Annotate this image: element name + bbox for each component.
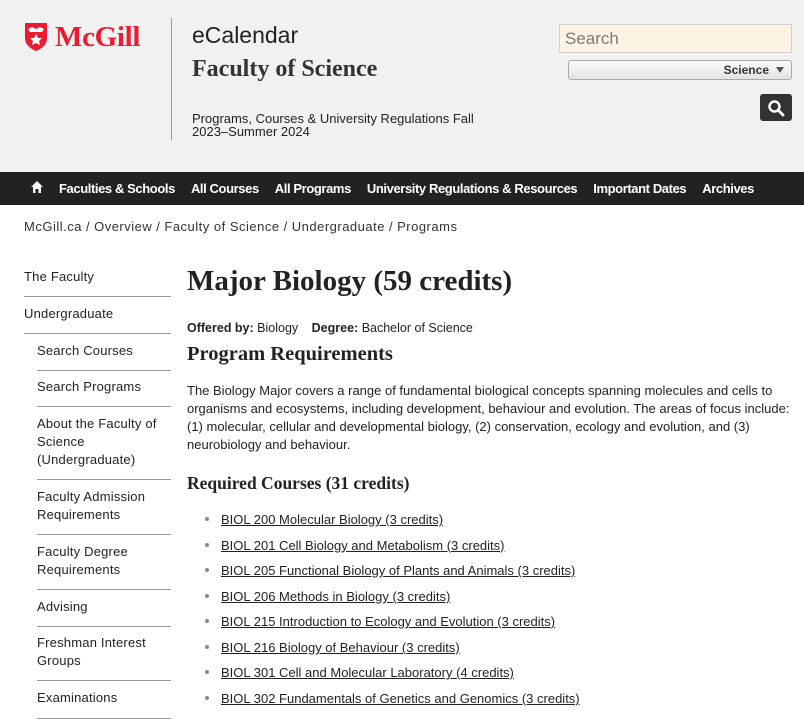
list-item <box>205 589 450 604</box>
offered-by-value: Biology <box>257 321 299 335</box>
sidebar-item-freshman-interest-groups[interactable]: Freshman Interest Groups <box>37 634 171 681</box>
course-link-biol-206[interactable]: BIOL 206 Methods in Biology (3 credits) <box>221 589 451 604</box>
list-item <box>205 538 504 553</box>
breadcrumb-separator: / <box>156 219 161 234</box>
program-requirements-heading: Program Requirements <box>187 343 393 365</box>
course-link-biol-205[interactable]: BIOL 205 Functional Biology of Plants and Animals (3 credits) <box>221 563 576 578</box>
calendar-period: Programs, Courses & University Regulations Fall 2023–Summer 2024 <box>192 111 474 139</box>
list-item <box>205 665 514 680</box>
degree-label: Degree: <box>311 321 359 335</box>
breadcrumb-separator: / <box>388 219 394 234</box>
course-link-biol-216[interactable]: BIOL 216 Biology of Behaviour (3 credits) <box>221 640 460 655</box>
faculty-title[interactable]: Faculty of Science <box>192 56 378 82</box>
breadcrumb-faculty-of-science[interactable]: Faculty of Science <box>164 219 280 234</box>
bullet-icon <box>205 517 209 521</box>
breadcrumb <box>24 219 457 234</box>
sidebar-item-about-faculty[interactable]: About the Faculty of Science (Undergraduate) <box>37 415 171 480</box>
list-item <box>205 614 555 629</box>
search-input[interactable] <box>559 24 792 53</box>
breadcrumb-mcgill[interactable]: McGill.ca <box>24 219 82 234</box>
bullet-icon <box>205 670 209 674</box>
site-header <box>0 0 804 172</box>
home-icon[interactable] <box>30 180 44 194</box>
search-button[interactable] <box>760 94 792 121</box>
course-link-biol-302[interactable]: BIOL 302 Fundamentals of Genetics and Genomics (3 credits) <box>221 691 580 706</box>
breadcrumb-separator: / <box>283 219 288 234</box>
sidebar-item-search-courses[interactable]: Search Courses <box>37 342 171 371</box>
program-description: The Biology Major covers a range of fundamental biological concepts spanning molecules and cells to organisms and ecosystems, including development, behaviour and evolution. The areas of focus include: (1) molecular, cellular and developmental biology, (2) conservation, ecology and evolution, and (3) neurobiology and behaviour. <box>187 383 790 452</box>
required-courses-heading: Required Courses (31 credits) <box>187 473 410 493</box>
sidebar-item-the-faculty[interactable]: The Faculty <box>24 261 171 297</box>
bullet-icon <box>205 619 209 623</box>
logo-text: McGill <box>55 21 141 53</box>
bullet-icon <box>205 696 209 700</box>
page-title: Major Biology (59 credits) <box>187 265 513 297</box>
sidebar-item-admission-requirements[interactable]: Faculty Admission Requirements <box>37 488 171 535</box>
search-icon <box>767 99 785 117</box>
site-title[interactable]: eCalendar <box>192 22 299 48</box>
breadcrumb-programs[interactable]: Programs <box>397 219 458 234</box>
mcgill-crest-icon <box>24 22 48 52</box>
nav-all-programs[interactable]: All Programs <box>274 181 351 196</box>
course-link-biol-200[interactable]: BIOL 200 Molecular Biology (3 credits) <box>221 512 444 527</box>
bullet-icon <box>205 594 209 598</box>
course-link-biol-201[interactable]: BIOL 201 Cell Biology and Metabolism (3 credits) <box>221 537 505 553</box>
search-scope-value: Science <box>723 63 769 77</box>
list-item <box>205 640 460 655</box>
list-item <box>205 563 575 578</box>
list-item <box>205 691 580 706</box>
header-divider <box>171 18 172 140</box>
sidebar-item-degree-requirements[interactable]: Faculty Degree Requirements <box>37 543 171 590</box>
bullet-icon <box>205 645 209 649</box>
mcgill-logo[interactable] <box>24 21 140 53</box>
sidebar-item-search-programs[interactable]: Search Programs <box>37 378 171 407</box>
search-scope-select[interactable] <box>568 60 792 80</box>
nav-faculties-schools[interactable]: Faculties & Schools <box>59 181 175 196</box>
breadcrumb-separator: / <box>85 219 91 234</box>
breadcrumb-overview[interactable]: Overview <box>94 219 153 234</box>
nav-university-regulations[interactable]: University Regulations & Resources <box>366 181 578 196</box>
list-item <box>205 512 443 527</box>
course-link-biol-301[interactable]: BIOL 301 Cell and Molecular Laboratory (4 credits) <box>221 665 514 680</box>
breadcrumb-undergraduate[interactable]: Undergraduate <box>291 219 385 234</box>
degree-value: Bachelor of Science <box>361 321 473 335</box>
sidebar-item-examinations[interactable]: Examinations <box>37 689 171 719</box>
course-link-biol-215[interactable]: BIOL 215 Introduction to Ecology and Evolution (3 credits) <box>221 614 556 629</box>
bullet-icon <box>205 543 209 547</box>
bullet-icon <box>205 568 209 572</box>
nav-important-dates[interactable]: Important Dates <box>593 181 687 196</box>
offered-by-label: Offered by: <box>187 321 254 335</box>
sidebar-item-advising[interactable]: Advising <box>37 598 171 627</box>
program-meta <box>187 321 473 335</box>
sidebar-item-undergraduate[interactable]: Undergraduate <box>24 298 171 334</box>
chevron-down-icon <box>776 67 784 73</box>
nav-archives[interactable]: Archives <box>702 181 754 196</box>
main-nav <box>0 172 804 205</box>
nav-all-courses[interactable]: All Courses <box>190 181 259 196</box>
